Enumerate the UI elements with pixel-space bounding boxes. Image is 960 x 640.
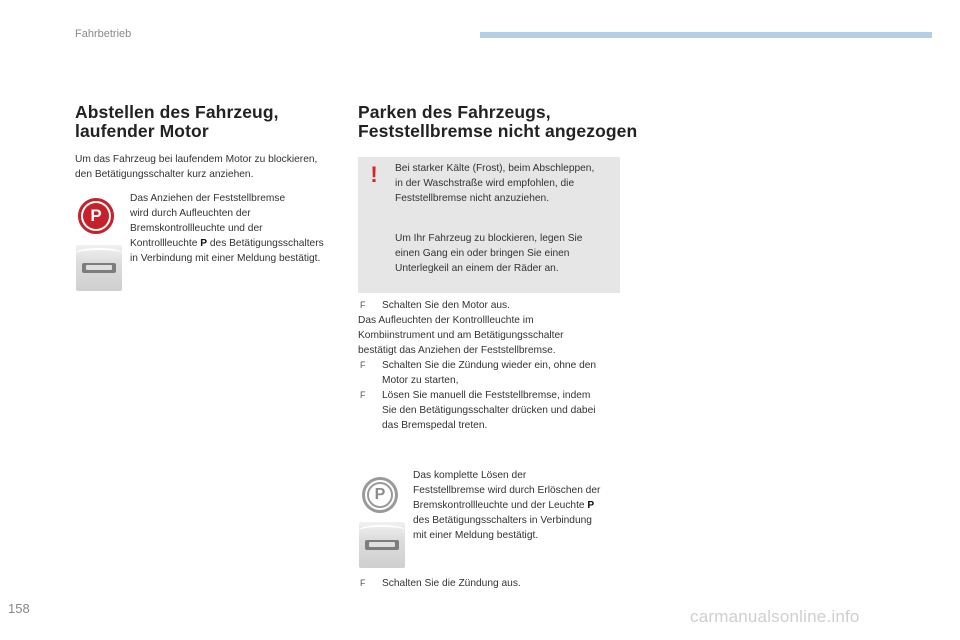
step-bullet-icon: F	[360, 578, 366, 588]
left-heading-line1: Abstellen des Fahrzeug,	[75, 102, 279, 122]
left-desc-line2: wird durch Aufleuchten der	[130, 208, 251, 219]
brake-switch-image-released	[359, 522, 405, 568]
switch-lever	[86, 265, 112, 270]
final-step	[358, 576, 628, 591]
step-final	[358, 576, 628, 591]
step-2-line1: Schalten Sie die Zündung wieder ein, ohne den	[382, 360, 597, 371]
warning-paragraph-2	[395, 231, 615, 276]
left-intro-line2: den Betätigungsschalter kurz anziehen.	[75, 169, 254, 180]
step-note	[358, 313, 628, 358]
header-accent-bar	[480, 32, 932, 38]
switch-lever	[369, 542, 395, 547]
step-1	[358, 298, 628, 313]
right-heading-line1: Parken des Fahrzeugs,	[358, 102, 551, 122]
step-3-line1: Lösen Sie manuell die Feststellbremse, indem	[382, 390, 591, 401]
parking-brake-red-icon	[78, 198, 114, 234]
left-intro-line1: Um das Fahrzeug bei laufendem Motor zu blockieren,	[75, 154, 318, 165]
left-desc-line4-post: des Betätigungsschalters	[207, 238, 324, 249]
switch-highlight	[76, 248, 122, 258]
step-3-line2: Sie den Betätigungsschalter drücken und dabei	[382, 405, 596, 416]
parking-brake-letter: P	[83, 203, 109, 229]
left-desc-line5: in Verbindung mit einer Meldung bestätigt.	[130, 253, 321, 264]
step-note-line3: bestätigt das Anziehen der Feststellbremse.	[358, 345, 556, 356]
warning-p1-line3: Feststellbremse nicht anzuziehen.	[395, 193, 550, 204]
right-heading-line2: Feststellbremse nicht angezogen	[358, 121, 638, 141]
right-desc-line3-pre: Bremskontrollleuchte und der Leuchte	[413, 500, 588, 511]
step-note-line1: Das Aufleuchten der Kontrollleuchte im	[358, 315, 534, 326]
step-bullet-icon: F	[360, 360, 366, 370]
left-heading	[75, 103, 345, 141]
switch-highlight	[359, 525, 405, 535]
right-desc-line2: Feststellbremse wird durch Erlöschen der	[413, 485, 601, 496]
left-heading-line2: laufender Motor	[75, 121, 209, 141]
watermark: carmanualsonline.info	[690, 607, 860, 626]
left-intro	[75, 152, 345, 182]
step-bullet-icon: F	[360, 390, 366, 400]
step-2	[358, 358, 628, 388]
warning-p1-line1: Bei starker Kälte (Frost), beim Abschleppen,	[395, 163, 595, 174]
warning-exclamation-icon: !	[370, 162, 378, 187]
section-label: Fahrbetrieb	[75, 28, 132, 40]
step-1-text: Schalten Sie den Motor aus.	[382, 300, 510, 311]
warning-paragraph-1	[395, 161, 615, 206]
final-step-text: Schalten Sie die Zündung aus.	[382, 578, 521, 589]
brake-switch-image	[76, 245, 122, 291]
left-description	[130, 191, 345, 266]
right-desc-line3-bold: P	[587, 500, 595, 511]
step-note-line2: Kombiinstrument und am Betätigungsschalter	[358, 330, 564, 341]
right-description	[413, 468, 628, 543]
step-3-line3: das Bremspedal treten.	[382, 420, 488, 431]
right-heading	[358, 103, 638, 141]
left-desc-line4-pre: Kontrollleuchte	[130, 238, 201, 249]
step-2-line2: Motor zu starten,	[382, 375, 459, 386]
left-desc-line3: Bremskontrollleuchte und der	[130, 223, 263, 234]
step-3	[358, 388, 628, 433]
parking-brake-letter-grey: P	[367, 482, 393, 508]
parking-brake-grey-icon	[362, 477, 398, 513]
right-desc-line1: Das komplette Lösen der	[413, 470, 527, 481]
warning-p2-line2: einen Gang ein oder bringen Sie einen	[395, 248, 570, 259]
page-number: 158	[8, 601, 30, 616]
warning-p2-line3: Unterlegkeil an einem der Räder an.	[395, 263, 559, 274]
warning-p2-line1: Um Ihr Fahrzeug zu blockieren, legen Sie	[395, 233, 583, 244]
left-desc-line4-bold: P	[200, 238, 208, 249]
right-desc-line5: mit einer Meldung bestätigt.	[413, 530, 539, 541]
steps-list	[358, 298, 628, 433]
left-desc-line1: Das Anziehen der Feststellbremse	[130, 193, 286, 204]
warning-p1-line2: in der Waschstraße wird empfohlen, die	[395, 178, 575, 189]
step-bullet-icon: F	[360, 300, 366, 310]
right-desc-line4: des Betätigungsschalters in Verbindung	[413, 515, 592, 526]
